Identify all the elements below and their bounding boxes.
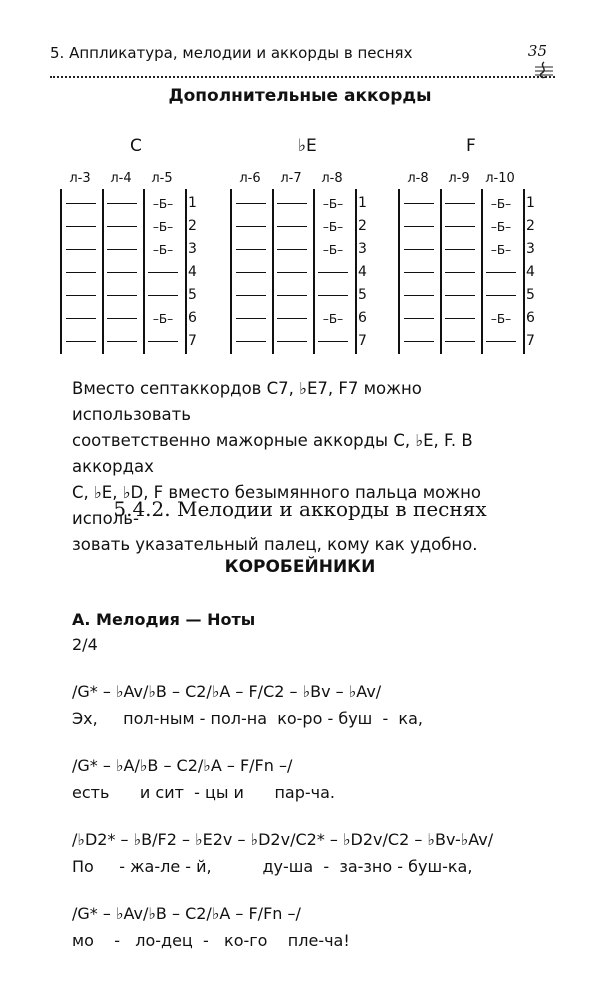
time-signature: 2/4 (72, 635, 98, 654)
verse-lyrics: мо - ло-дец - ко-го пле-ча! (72, 931, 350, 950)
string-row (398, 239, 521, 261)
string-number: 4 (526, 264, 535, 280)
fret-label: л-5 (151, 171, 173, 186)
chord-name-eb: ♭E (298, 136, 317, 156)
chord-chart-c (60, 171, 200, 355)
string-number: 6 (188, 310, 197, 326)
string-number: 4 (358, 264, 367, 280)
verse-notes: /♭D2* – ♭B/F2 – ♭E2v – ♭D2v/C2* – ♭D2v/C2 – ♭Bv-♭Av/ (72, 830, 494, 849)
open-string-line (66, 203, 96, 204)
open-string-line (107, 318, 137, 319)
fret-label: л-4 (110, 171, 132, 186)
string-number: 5 (188, 287, 197, 303)
open-string-line (236, 295, 266, 296)
chord-name-c: C (130, 136, 142, 156)
open-string-line (445, 203, 475, 204)
string-row (398, 193, 521, 215)
barre-mark: –Б– (490, 220, 512, 234)
open-string-line (445, 318, 475, 319)
open-string-line (404, 226, 434, 227)
fret-label: л-9 (448, 171, 470, 186)
paragraph-line: C, ♭E, ♭D, F вместо безымянного пальца можно исполь- (72, 483, 481, 528)
string-number: 6 (526, 310, 535, 326)
open-string-line (486, 272, 516, 273)
open-string-line (445, 341, 475, 342)
running-header-title: 5. Аппликатура, мелодии и аккорды в песнях (50, 44, 413, 62)
open-string-line (404, 295, 434, 296)
string-number: 3 (358, 241, 367, 257)
open-string-line (236, 318, 266, 319)
verse-notes: /G* – ♭Av/♭B – C2/♭A – F/Fn –/ (72, 904, 301, 923)
barre-mark: –Б– (490, 243, 512, 257)
open-string-line (277, 318, 307, 319)
verse-notes: /G* – ♭A/♭B – C2/♭A – F/Fn –/ (72, 756, 293, 775)
subsection-title: 5.4.2. Мелодии и аккорды в песнях (113, 497, 487, 521)
open-string-line (445, 249, 475, 250)
open-string-line (404, 249, 434, 250)
string-number: 6 (358, 310, 367, 326)
string-row (398, 331, 521, 353)
open-string-line (445, 272, 475, 273)
string-row (398, 308, 521, 330)
string-row (230, 308, 353, 330)
string-number: 2 (358, 218, 367, 234)
string-row (60, 193, 183, 215)
string-number: 5 (526, 287, 535, 303)
string-row (230, 262, 353, 284)
string-row (398, 285, 521, 307)
barre-mark: –Б– (152, 197, 174, 211)
open-string-line (148, 272, 178, 273)
barre-mark: –Б– (322, 243, 344, 257)
open-string-line (107, 341, 137, 342)
open-string-line (66, 318, 96, 319)
open-string-line (404, 272, 434, 273)
string-row (230, 331, 353, 353)
string-row (230, 239, 353, 261)
fret-label: л-6 (239, 171, 261, 186)
open-string-line (445, 226, 475, 227)
verse-notes: /G* – ♭Av/♭B – C2/♭A – F/C2 – ♭Bv – ♭Av/ (72, 682, 382, 701)
open-string-line (236, 272, 266, 273)
fret-label: л-10 (485, 171, 515, 186)
string-number: 7 (526, 333, 535, 349)
open-string-line (66, 341, 96, 342)
string-row (398, 216, 521, 238)
section-title: Дополнительные аккорды (168, 86, 432, 106)
string-number: 2 (188, 218, 197, 234)
string-number: 3 (526, 241, 535, 257)
string-row (230, 216, 353, 238)
fret-label: л-8 (407, 171, 429, 186)
open-string-line (318, 341, 348, 342)
open-string-line (277, 341, 307, 342)
string-number: 7 (188, 333, 197, 349)
string-number: 2 (526, 218, 535, 234)
chord-note-paragraph (72, 376, 542, 558)
fret-label: л-7 (280, 171, 302, 186)
chord-chart-eb (230, 171, 370, 355)
chord-name-f: F (466, 136, 476, 156)
string-row (60, 262, 183, 284)
open-string-line (318, 272, 348, 273)
open-string-line (404, 203, 434, 204)
open-string-line (148, 341, 178, 342)
song-title: КОРОБЕЙНИКИ (224, 557, 376, 577)
string-row (60, 239, 183, 261)
string-number: 5 (358, 287, 367, 303)
open-string-line (277, 272, 307, 273)
string-row (60, 285, 183, 307)
fret-labels (60, 171, 180, 187)
chord-chart-f (398, 171, 538, 355)
open-string-line (107, 226, 137, 227)
barre-mark: –Б– (490, 197, 512, 211)
open-string-line (66, 249, 96, 250)
open-string-line (107, 203, 137, 204)
open-string-line (277, 249, 307, 250)
paragraph-line: Вместо септаккордов C7, ♭E7, F7 можно использовать (72, 379, 422, 424)
barre-mark: –Б– (490, 312, 512, 326)
verse-lyrics: Эх, пол-ным - пол-на ко-ро - буш - ка, (72, 709, 423, 728)
barre-mark: –Б– (152, 243, 174, 257)
open-string-line (236, 341, 266, 342)
open-string-line (107, 272, 137, 273)
open-string-line (486, 341, 516, 342)
barre-mark: –Б– (322, 220, 344, 234)
verse-lyrics: По - жа-ле - й, ду-ша - за-зно - буш-ка, (72, 857, 473, 876)
fret-label: л-3 (69, 171, 91, 186)
open-string-line (66, 272, 96, 273)
string-number: 1 (526, 195, 535, 211)
string-number: 4 (188, 264, 197, 280)
open-string-line (404, 318, 434, 319)
page-number: 35 (527, 42, 547, 60)
open-string-line (107, 249, 137, 250)
open-string-line (486, 295, 516, 296)
melody-heading: А. Мелодия — Ноты (72, 610, 256, 629)
string-number: 1 (358, 195, 367, 211)
open-string-line (66, 295, 96, 296)
string-number: 7 (358, 333, 367, 349)
paragraph-line: зовать указательный палец, кому как удобно. (72, 535, 478, 554)
string-row (398, 262, 521, 284)
string-row (60, 331, 183, 353)
barre-mark: –Б– (152, 220, 174, 234)
fret-labels (398, 171, 518, 187)
paragraph-line: соответственно мажорные аккорды C, ♭E, F. В аккордах (72, 431, 473, 476)
open-string-line (277, 226, 307, 227)
barre-mark: –Б– (322, 197, 344, 211)
open-string-line (236, 203, 266, 204)
open-string-line (236, 226, 266, 227)
fret-label: л-8 (321, 171, 343, 186)
open-string-line (148, 295, 178, 296)
open-string-line (107, 295, 137, 296)
running-header (50, 40, 555, 78)
string-row (230, 193, 353, 215)
open-string-line (236, 249, 266, 250)
string-row (60, 308, 183, 330)
barre-mark: –Б– (152, 312, 174, 326)
open-string-line (404, 341, 434, 342)
barre-mark: –Б– (322, 312, 344, 326)
open-string-line (277, 295, 307, 296)
open-string-line (66, 226, 96, 227)
string-number: 3 (188, 241, 197, 257)
open-string-line (445, 295, 475, 296)
open-string-line (318, 295, 348, 296)
fret-labels (230, 171, 350, 187)
open-string-line (277, 203, 307, 204)
verse-lyrics: есть и сит - цы и пар-ча. (72, 783, 335, 802)
string-row (60, 216, 183, 238)
treble-clef-ornament-icon (533, 59, 555, 81)
string-row (230, 285, 353, 307)
string-number: 1 (188, 195, 197, 211)
